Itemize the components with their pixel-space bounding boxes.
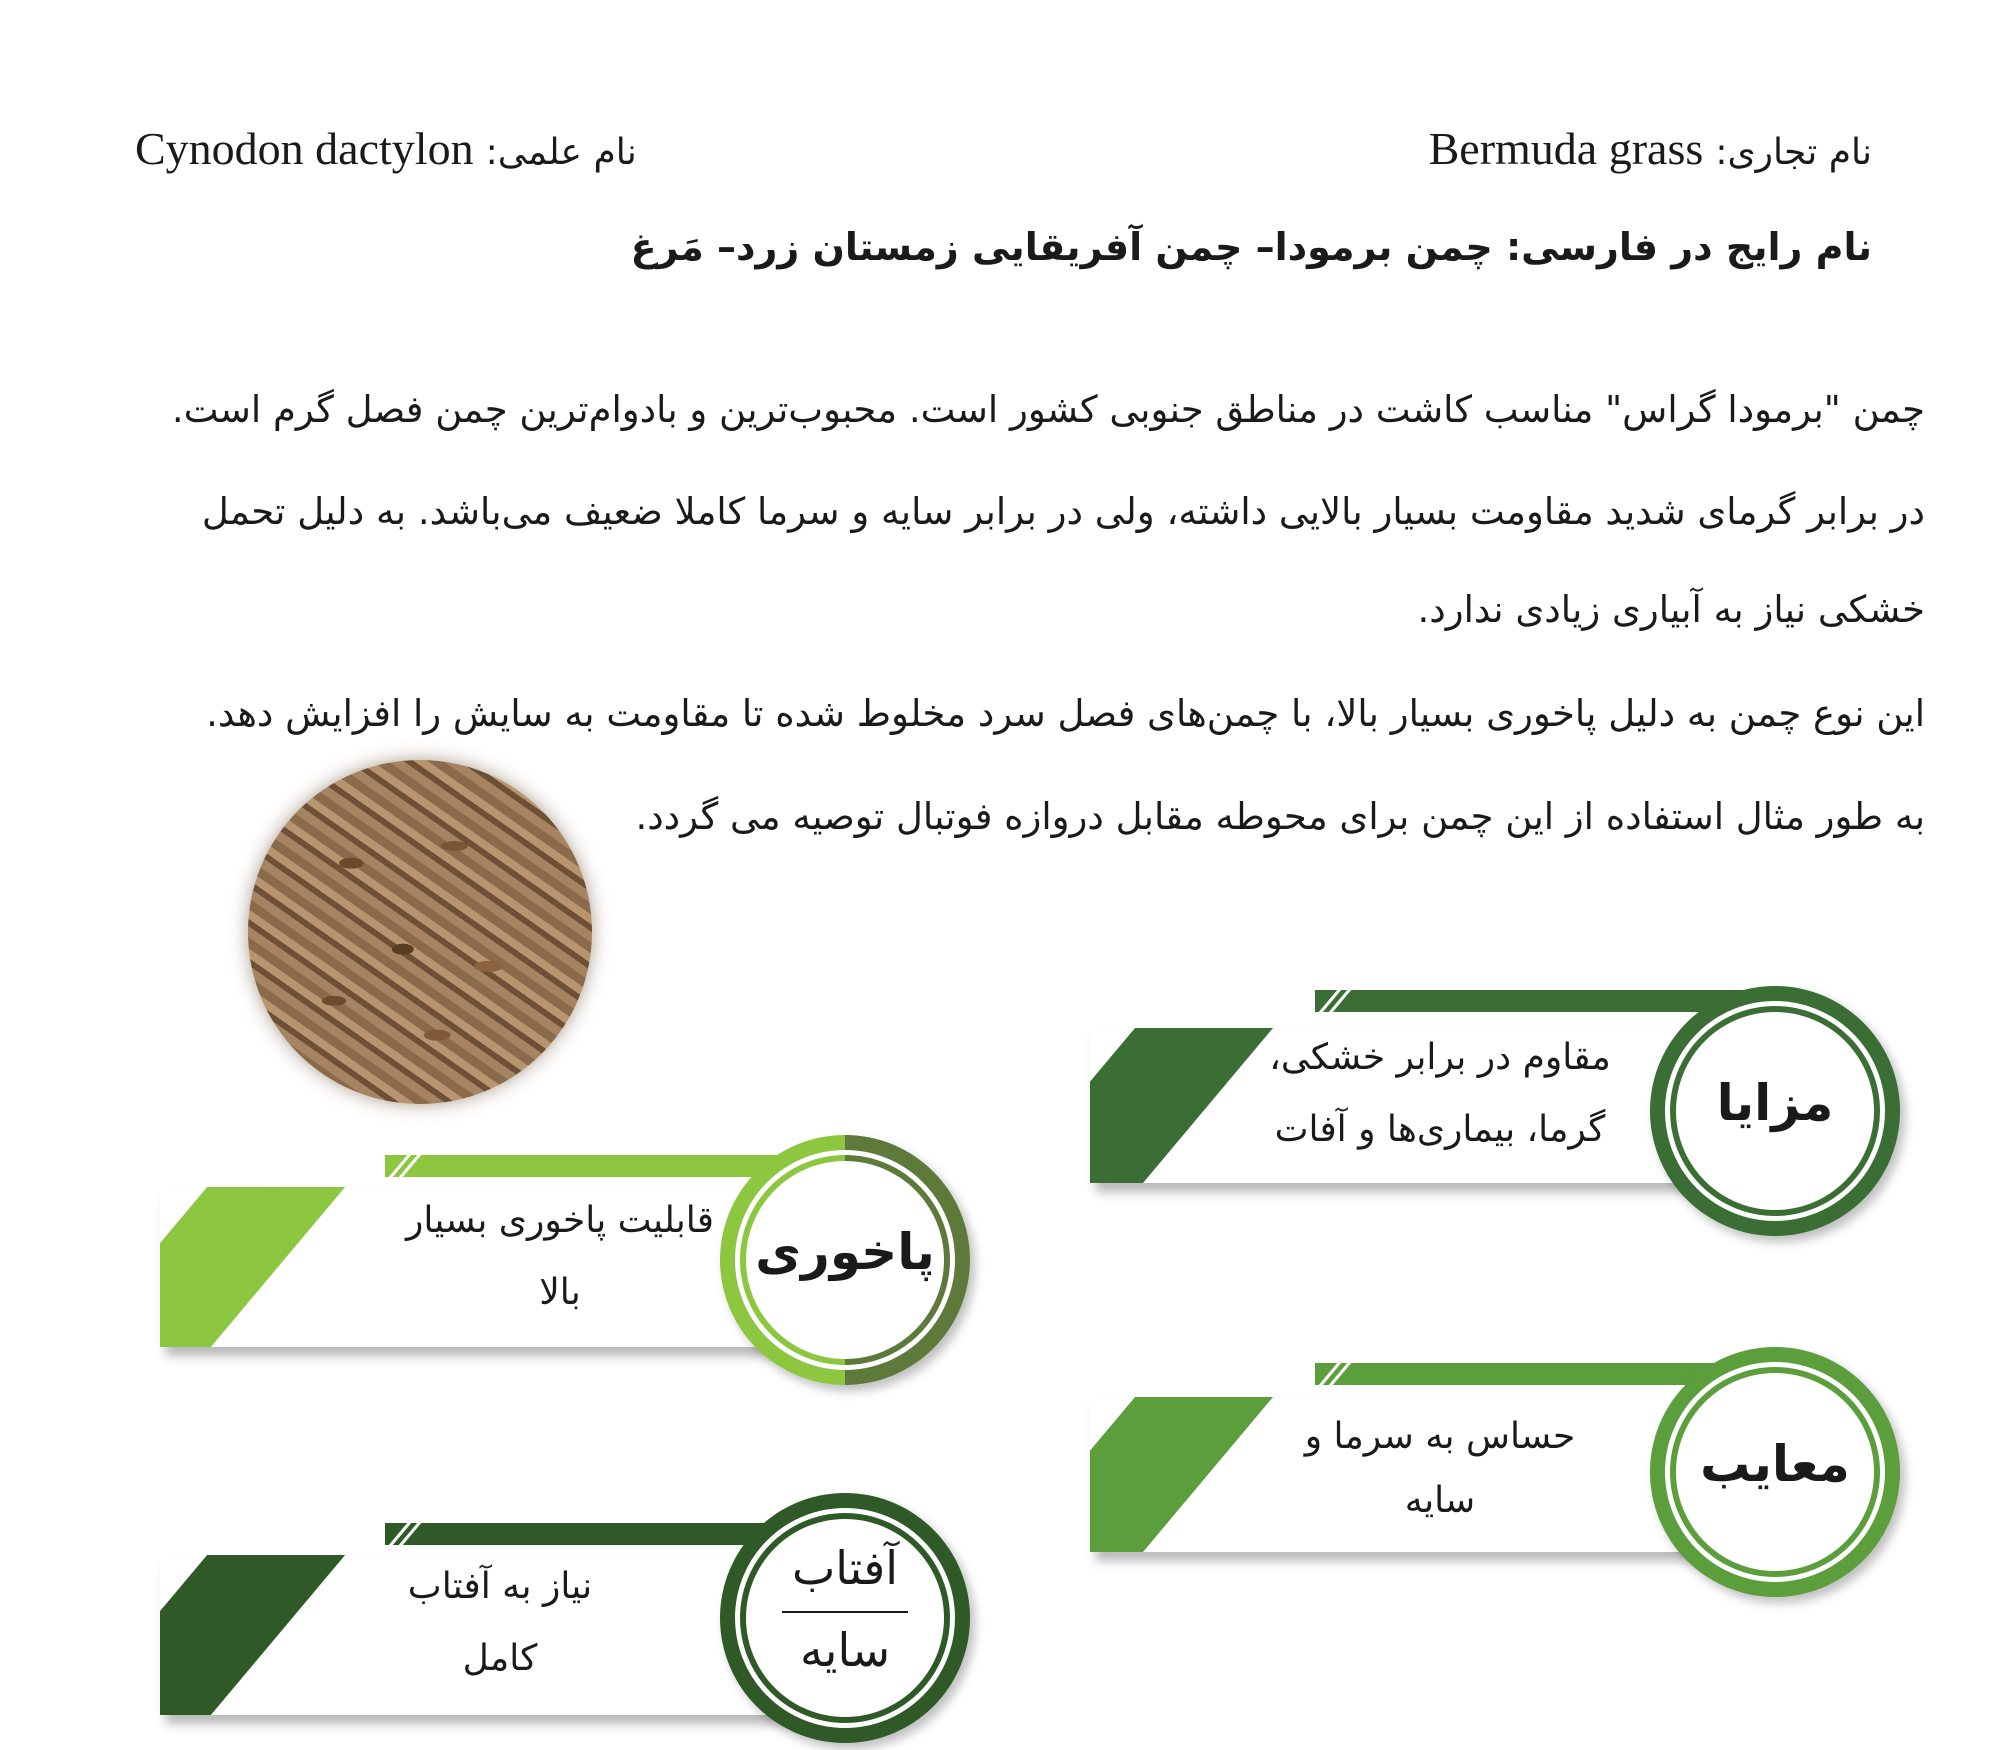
sun-badge (720, 1493, 970, 1743)
persian-name-value: چمن برمودا– چمن آفریقایی زمستان زرد– مَرغ (630, 225, 1493, 269)
card-traffic (80, 1125, 980, 1365)
sun-title-bottom: سایه (799, 1623, 891, 1677)
sun-shade-divider (782, 1611, 908, 1613)
advantages-text-line-2: گرما، بیماری‌ها و آفات (1274, 1109, 1606, 1150)
trade-name-label: نام تجاری: (1715, 132, 1872, 173)
trade-name-value: Bermuda grass (1428, 123, 1704, 174)
scientific-name-label: نام علمی: (485, 132, 637, 173)
sun-text (270, 1551, 730, 1695)
card-sun (80, 1475, 980, 1735)
sun-title-top: آفتاب (792, 1541, 898, 1595)
traffic-text-line-2: بالا (539, 1272, 581, 1313)
persian-name-label: نام رایج در فارسی: (1505, 225, 1872, 269)
advantages-text (1210, 1022, 1670, 1166)
advantages-title: مزایا (1716, 1074, 1834, 1132)
description-line-5: به طور مثال استفاده از این چمن برای محوطه مقابل دروازه فوتبال توصیه می گردد. (635, 795, 1925, 838)
advantages-badge (1650, 986, 1900, 1236)
advantages-text-line-1: مقاوم در برابر خشکی، (1269, 1037, 1611, 1078)
traffic-title: پاخوری (755, 1223, 935, 1281)
card-disadvantages (1010, 1355, 1910, 1575)
description-line-2: در برابر گرمای شدید مقاومت بسیار بالایی داشته، ولی در برابر سایه و سرما کاملا ضعیف می‌باشد. به دلیل تحمل (201, 490, 1925, 533)
traffic-badge (720, 1135, 970, 1385)
sun-text-line-1: نیاز به آفتاب (407, 1566, 593, 1607)
disadvantages-text-line-2: سایه (1404, 1480, 1476, 1521)
scientific-name-value: Cynodon dactylon (135, 123, 474, 174)
persian-name (631, 225, 1872, 269)
card-advantages (1010, 990, 1910, 1210)
traffic-text-line-1: قابلیت پاخوری بسیار (406, 1200, 714, 1241)
sun-text-line-2: کامل (462, 1638, 538, 1679)
scientific-name (135, 122, 637, 175)
seed-photo (248, 760, 592, 1104)
disadvantages-text (1210, 1405, 1670, 1533)
description-line-3: خشکی نیاز به آبیاری زیادی ندارد. (1417, 588, 1925, 631)
disadvantages-badge (1650, 1347, 1900, 1597)
disadvantages-text-line-1: حساس به سرما و (1304, 1416, 1576, 1457)
description-line-4: این نوع چمن به دلیل پاخوری بسیار بالا، با چمن‌های فصل سرد مخلوط شده تا مقاومت به سایش را افزایش دهد. (206, 692, 1925, 735)
trade-name (1429, 122, 1872, 175)
description-line-1: چمن "برمودا گراس" مناسب کاشت در مناطق جنوبی کشور است. محبوب‌ترین و بادوام‌ترین چمن فصل گرم است. (171, 388, 1925, 431)
disadvantages-title: معایب (1700, 1435, 1850, 1493)
